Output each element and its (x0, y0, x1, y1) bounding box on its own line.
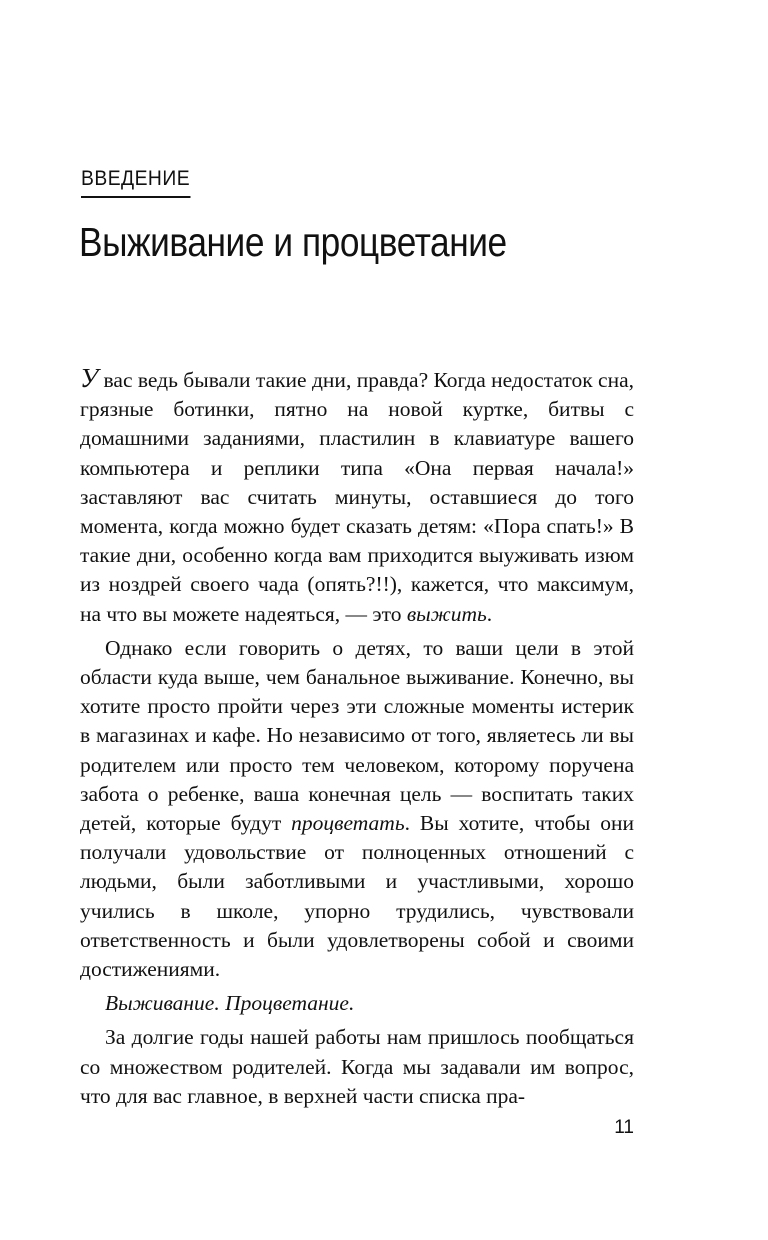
body-text (80, 364, 634, 1111)
drop-cap: У (80, 363, 99, 393)
paragraph-2 (80, 634, 634, 984)
paragraph-1 (80, 364, 634, 629)
paragraph-2-emphasis: процветать (291, 811, 405, 836)
paragraph-2-text: Однако если говорить о детях, то ваши цели в этой области куда выше, чем банальное выживание. Конечно, вы хотите просто пройти через эти сложные моменты истерик в магазинах и кафе. Но независимо от того, являетесь ли вы родителем или просто тем человеком, которому поручена забота о ребенке, ваша конечная цель — воспитать таких детей, которые будут (80, 635, 634, 836)
paragraph-1-emphasis: выжить (406, 601, 487, 626)
paragraph-3 (80, 989, 634, 1018)
paragraph-4 (80, 1023, 634, 1111)
page-number: 11 (614, 1117, 634, 1138)
section-label: ВВЕДЕНИЕ (81, 166, 190, 198)
paragraph-2-end: . Вы хотите, чтобы они получали удовольствие от полноценных отношений с людьми, были заботливыми и участливыми, хорошо учились в школе, упорно трудились, чувствовали ответственность и были удовлетворены собой и своими достижениями. (80, 811, 634, 982)
paragraph-4-text: За долгие годы нашей работы нам пришлось пообщаться со множеством родителей. Когда мы задавали им вопрос, что для вас главное, в верхней части списка пра- (80, 1025, 634, 1108)
chapter-title: Выживание и процветание (79, 219, 507, 265)
paragraph-3-emphasis: Выживание. Процветание. (105, 991, 355, 1016)
paragraph-1-text: вас ведь бывали такие дни, правда? Когда недостаток сна, грязные ботинки, пятно на новой куртке, битвы с домашними заданиями, пластилин в клавиатуре вашего компьютера и реплики типа «Она первая начала!» заставляют вас считать минуты, оставшиеся до того момента, когда можно будет сказать детям: «Пора спать!» В такие дни, особенно когда вам приходится выуживать изюм из ноздрей своего чада (опять?!!), кажется, что максимум, на что вы можете надеяться, — это (80, 368, 634, 626)
paragraph-1-end: . (486, 601, 493, 626)
